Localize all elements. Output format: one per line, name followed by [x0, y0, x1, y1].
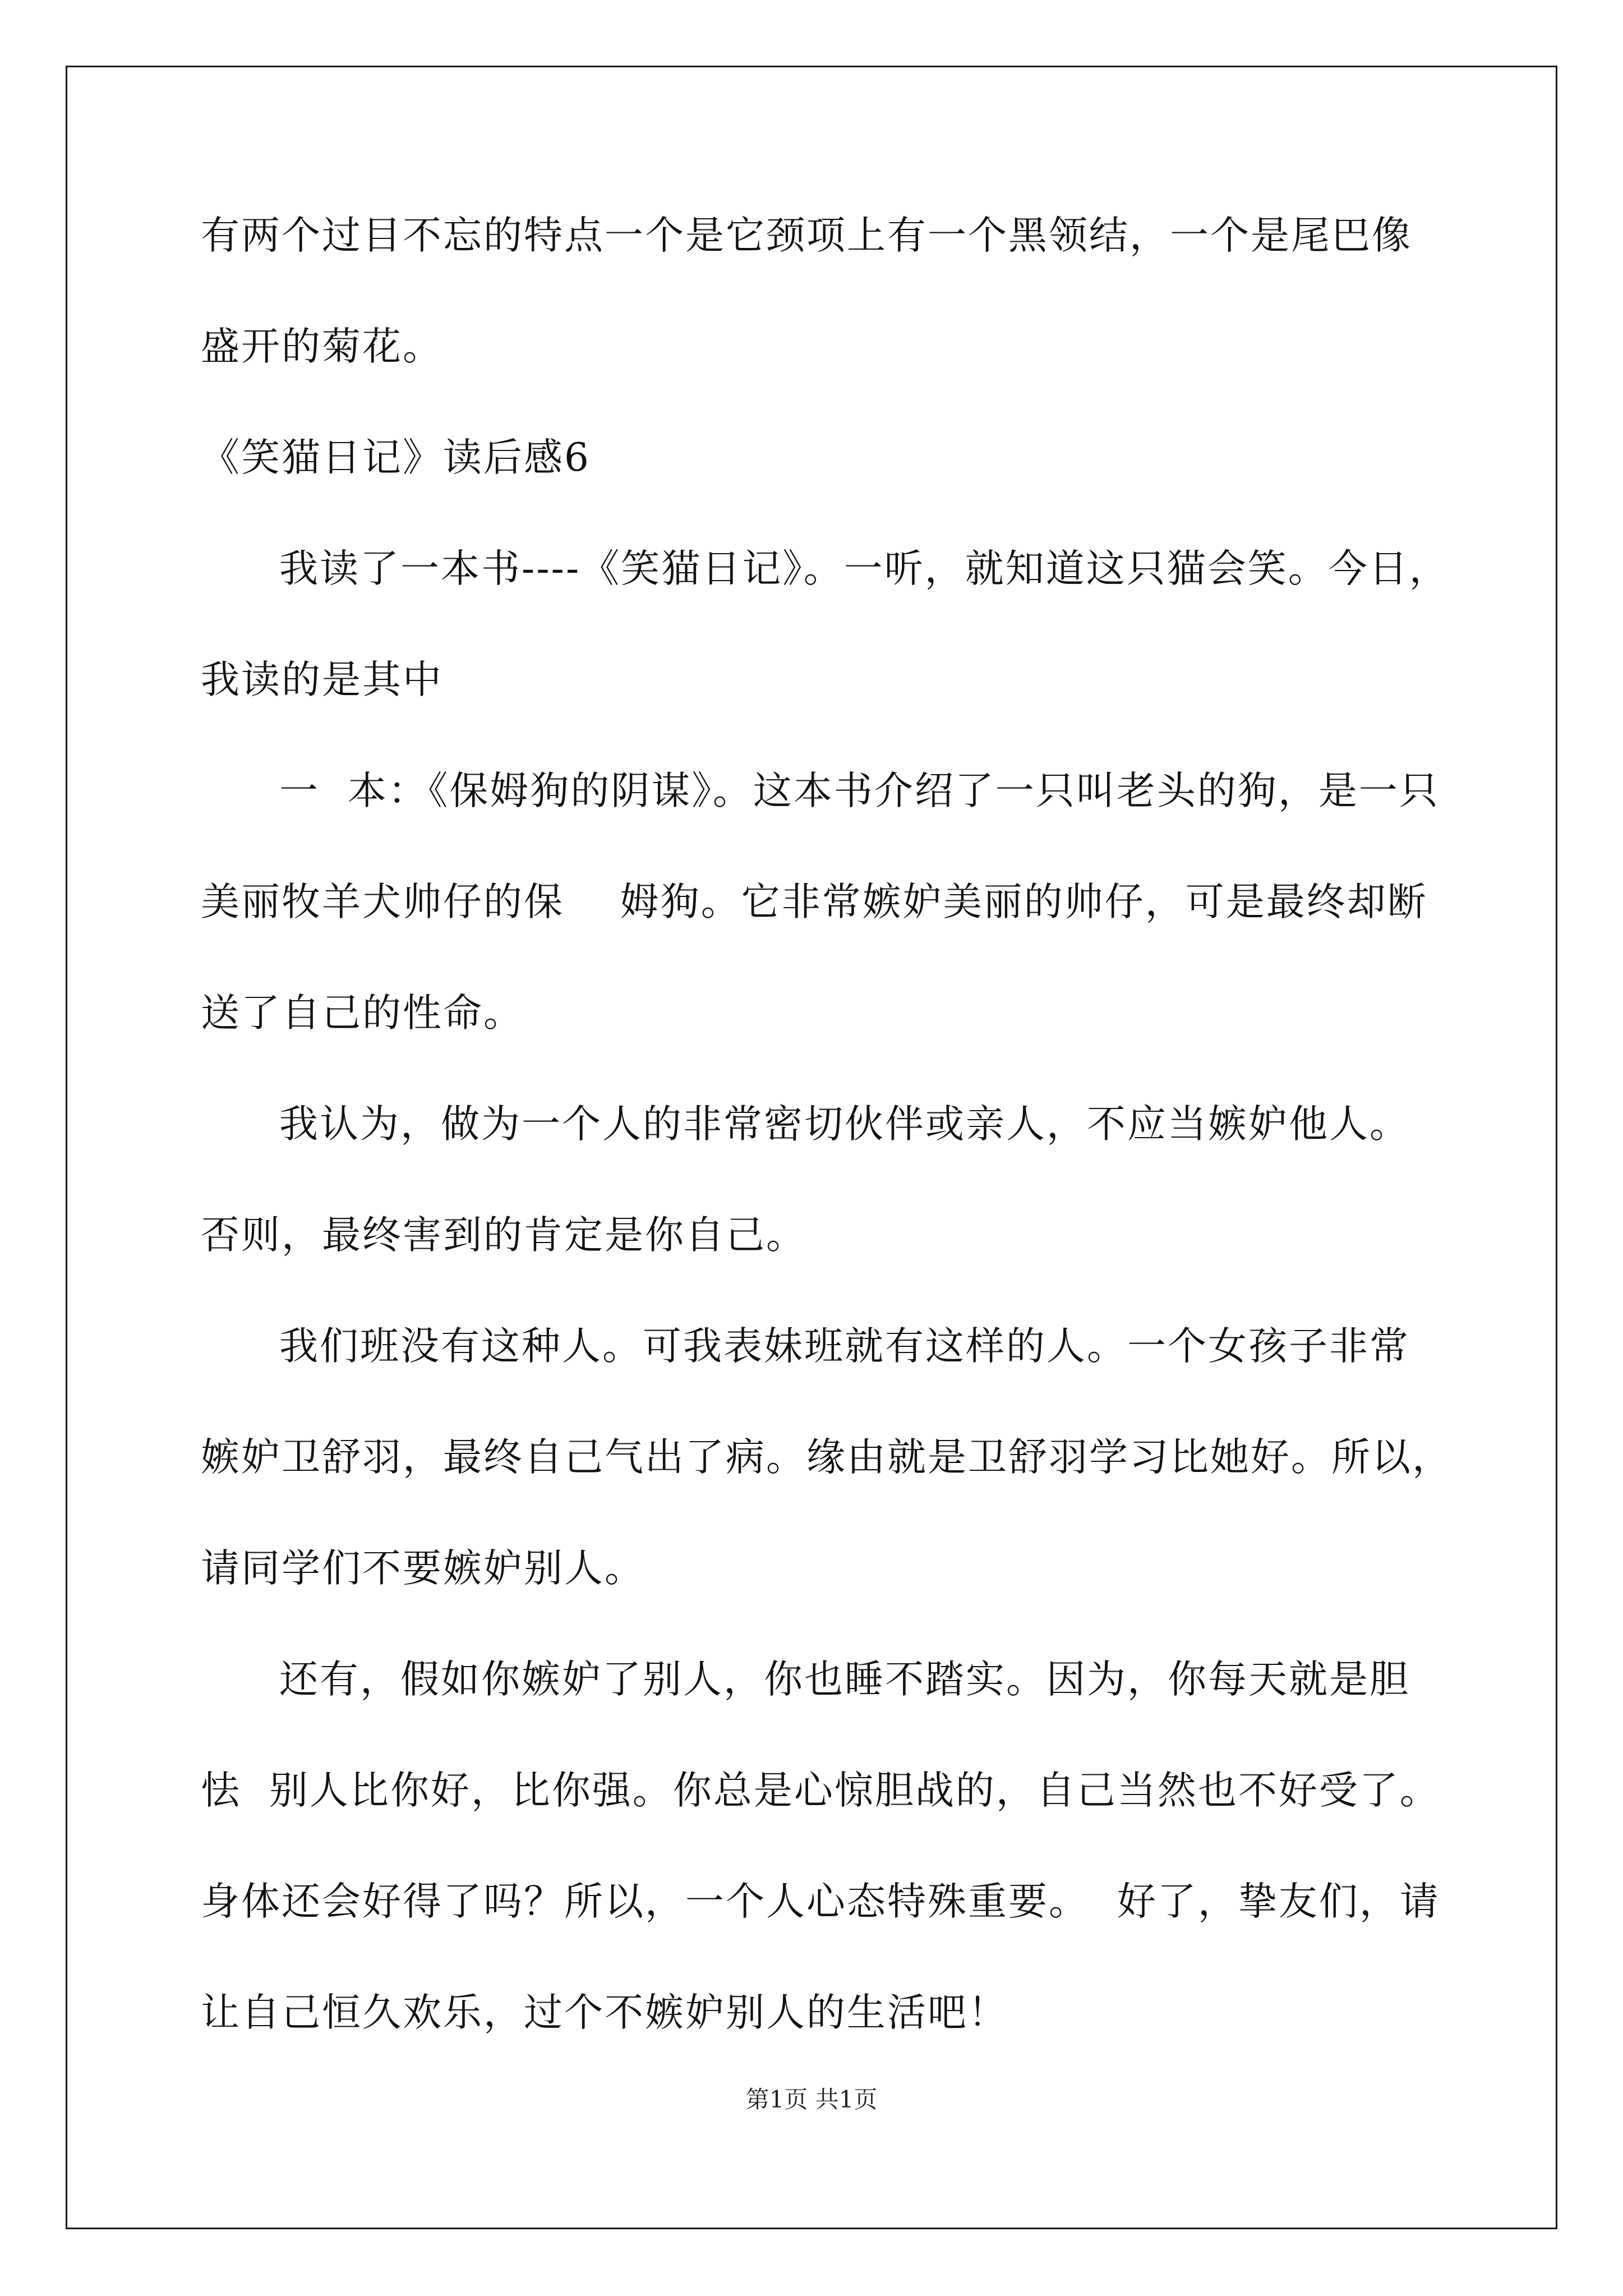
text-line: 让自己恒久欢乐，过个不嫉妒别人的生活吧！: [201, 1990, 1008, 2035]
text-line: 我们班没有这种人。可我表妹班就有这样的人。一个女孩子非常: [279, 1324, 1410, 1369]
document-body: [201, 213, 1463, 2035]
text-line: 我读的是其中: [201, 657, 443, 702]
text-line: 送了自己的性命。: [201, 991, 524, 1036]
text-line: 怯 别人比你好，比你强。你总是心惊胆战的，自己当然也不好受了。: [201, 1768, 1440, 1813]
text-line: 还有，假如你嫉妒了别人，你也睡不踏实。因为，你每天就是胆: [279, 1657, 1410, 1702]
page-number-footer: 第1页 共1页: [745, 2086, 878, 2113]
text-line: 盛开的菊花。: [201, 324, 443, 369]
text-line: 一 本：《保姆狗的阴谋》。这本书介绍了一只叫老头的狗，是一只: [279, 769, 1440, 813]
text-line: 我认为，做为一个人的非常密切伙伴或亲人，不应当嫉妒他人。: [279, 1102, 1410, 1147]
section-title: 《笑猫日记》读后感6: [201, 435, 591, 480]
text-line: 美丽牧羊犬帅仔的保 姆狗。它非常嫉妒美丽的帅仔，可是最终却断: [201, 880, 1428, 924]
text-line: 有两个过目不忘的特点一个是它颈项上有一个黑领结，一个是尾巴像: [201, 213, 1412, 258]
text-line: 身体还会好得了吗？所以，一个人心态特殊重要。 好了，挚友们，请: [201, 1879, 1440, 1924]
text-line: 请同学们不要嫉妒别人。: [201, 1546, 645, 1591]
text-line: 否则，最终害到的肯定是你自己。: [201, 1213, 806, 1258]
text-line: 我读了一本书----《笑猫日记》。一听，就知道这只猫会笑。今日，: [279, 546, 1450, 591]
text-line: 嫉妒卫舒羽，最终自己气出了病。缘由就是卫舒羽学习比她好。所以，: [201, 1435, 1453, 1480]
